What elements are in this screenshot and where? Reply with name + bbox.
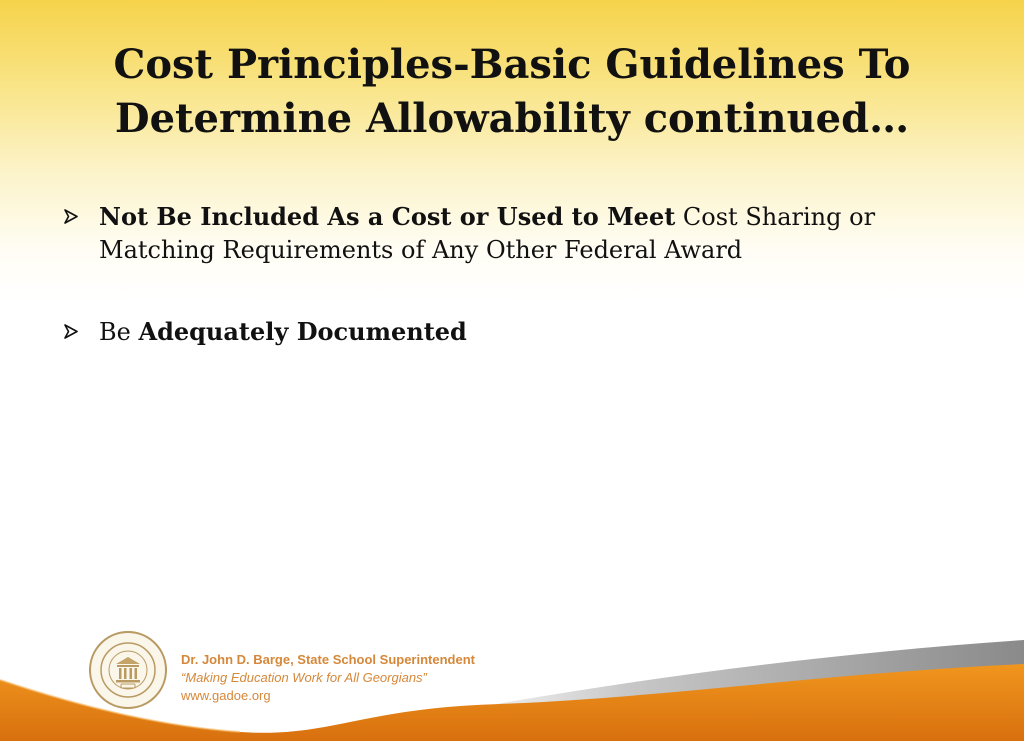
bullet-list [62, 200, 942, 349]
bullet-item-1 [62, 200, 942, 267]
bullet-1-text: Cost Sharing or Matching Requirements of Any Other Federal Award [99, 203, 876, 264]
footer-motto: “Making Education Work for All Georgians” [181, 670, 427, 685]
bullet-1-bold-text: Not Be Included As a Cost or Used to Meet [99, 202, 676, 231]
bullet-2-bold-text: Adequately Documented [138, 317, 467, 346]
bullet-arrow-icon [62, 200, 86, 233]
footer-website: www.gadoe.org [181, 688, 271, 703]
bullet-arrow-icon [62, 315, 86, 348]
slide-title: Cost Principles-Basic Guidelines To Determine Allowability continued… [113, 41, 911, 142]
footer-name: Dr. John D. Barge, State School Superintendent [181, 652, 475, 667]
bullet-2-lead-text: Be [99, 318, 139, 346]
georgia-doe-seal-logo [88, 630, 168, 710]
footer-credit [181, 651, 475, 705]
bullet-item-2 [62, 315, 942, 349]
